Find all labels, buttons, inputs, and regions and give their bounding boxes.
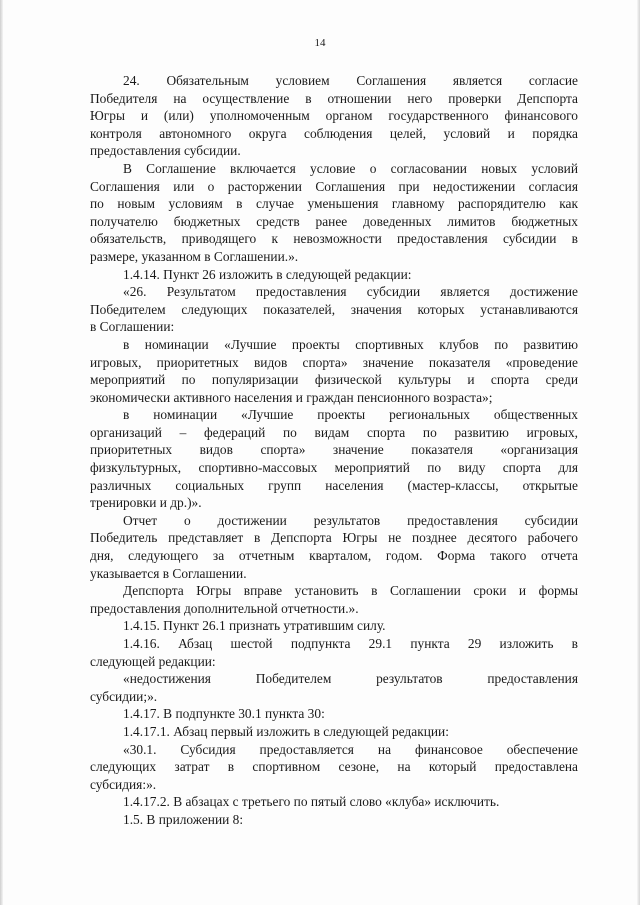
scan-edge-left [0,0,3,905]
text-line: предоставления дополнительной отчетности.». [90,600,359,616]
text-line: следующей редакции: [90,653,216,669]
text-line: следующих затрат в спортивном сезоне, на который предоставлена [90,759,578,775]
text-line: тренировки и др.)». [90,495,202,511]
document-body [90,72,578,829]
text-line: «недостижения Победителем результатов предоставления [123,671,578,687]
text-line: физкультурных, спортивно-массовых мероприятий по виду спорта для [90,460,578,476]
text-line: 1.4.16. Абзац шестой подпункта 29.1 пункта 29 изложить в [123,636,578,651]
text-line: В Соглашение включается условие о согласовании новых условий [123,160,578,176]
text-line: получателю бюджетных средств ранее доведенных лимитов бюджетных [90,213,578,229]
text-line: в Соглашении: [90,319,175,335]
text-line: предоставления субсидии. [90,143,241,159]
text-line: 1.4.14. Пункт 26 изложить в следующей редакции: [123,266,412,282]
text-line: дня, следующего за отчетным кварталом, годом. Форма такого отчета [90,548,578,564]
text-line: Отчет о достижении результатов предоставления субсидии [123,512,578,528]
text-line: 1.5. В приложении 8: [123,811,244,827]
text-line: 1.4.17.1. Абзац первый изложить в следующей редакции: [123,723,449,739]
text-line: экономически активного населения и граждан пенсионного возраста»; [90,389,493,405]
text-line: в номинации «Лучшие проекты спортивных клубов по развитию [123,336,578,352]
text-line: организаций – федераций по видам спорта по развитию игровых, [90,424,578,440]
text-line: 1.4.15. Пункт 26.1 признать утратившим силу. [123,618,386,634]
text-line: 1.4.17.2. В абзацах с третьего по пятый слово «клуба» исключить. [123,794,500,810]
text-line: 24. Обязательным условием Соглашения является согласие [123,73,578,88]
text-line: различных социальных групп населения (мастер-классы, открытые [90,477,578,493]
text-line: приоритетных видов спорта» значение показателя «организация [90,442,578,458]
text-line: обязательств, приводящего к невозможности предоставления субсидии в [90,231,578,247]
text-line: Депспорта Югры вправе установить в Соглашении сроки и формы [123,583,578,599]
text-line: 1.4.17. В подпункте 30.1 пункта 30: [123,706,325,722]
text-line: по новым условиям в случае уменьшения главному распорядителю как [90,196,578,212]
text-line: мероприятий по популяризации физической культуры и спорта среди [90,372,578,388]
text-line: Победителя на осуществление в отношении него проверки Депспорта [90,90,578,106]
text-line: Победителем следующих показателей, значения которых устанавливаются [90,301,578,317]
text-line: Соглашения или о расторжении Соглашения при недостижении согласия [90,178,578,194]
text-line: контроля автономного округа соблюдения целей, условий и порядка [90,125,578,141]
page-number: 14 [314,37,326,49]
text-line: игровых, приоритетных видов спорта» значение показателя «проведение [90,354,578,370]
text-line: указывается в Соглашении. [90,565,247,581]
text-line: «26. Результатом предоставления субсидии является достижение [123,284,578,300]
text-line: субсидии;». [90,688,158,704]
text-line: размере, указанном в Соглашении.». [90,248,299,264]
text-line: Югры и (или) уполномоченным органом государственного финансового [90,108,578,124]
text-line: «30.1. Субсидия предоставляется на финансовое обеспечение [123,741,578,757]
text-line: субсидия:». [90,776,157,792]
text-line: в номинации «Лучшие проекты региональных общественных [123,407,578,423]
text-line: Победитель представляет в Депспорта Югры не позднее десятого рабочего [90,530,578,546]
